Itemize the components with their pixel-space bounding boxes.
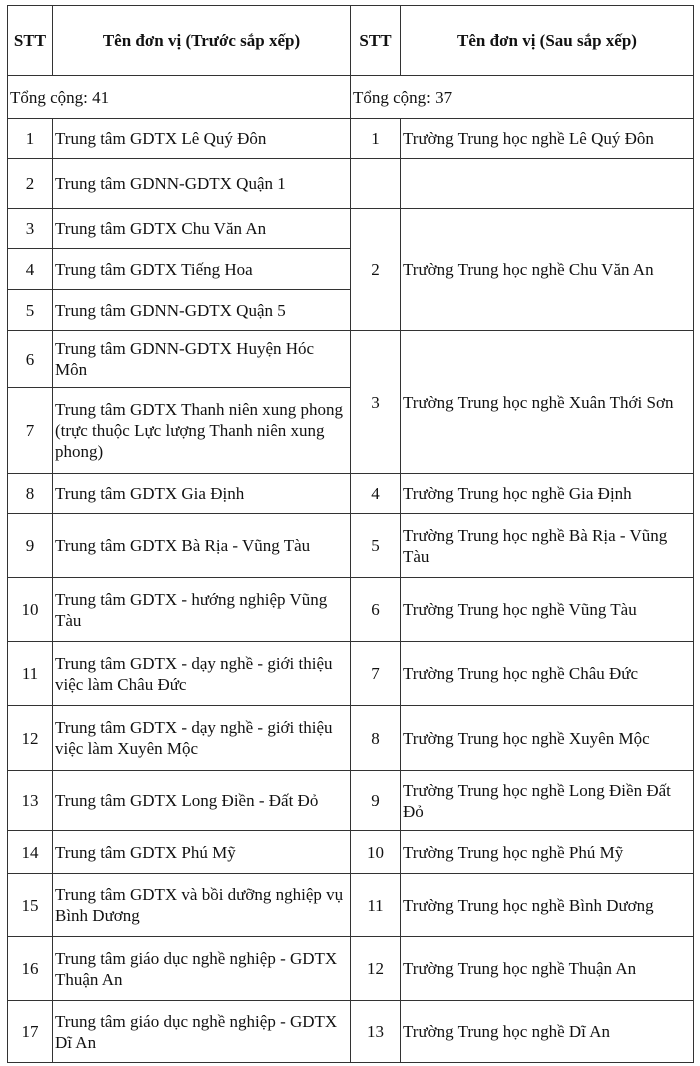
stt-after: 7 xyxy=(351,642,401,706)
stt-after: 5 xyxy=(351,514,401,578)
unit-name-before: Trung tâm GDNN-GDTX Huyện Hóc Môn xyxy=(53,331,351,388)
unit-name-before: Trung tâm GDTX - hướng nghiệp Vũng Tàu xyxy=(53,578,351,642)
table-row xyxy=(8,1001,694,1063)
unit-name-after: Trường Trung học nghề Bình Dương xyxy=(401,874,694,937)
header-stt-before: STT xyxy=(8,6,53,76)
unit-name-after: Trường Trung học nghề Long Điền Đất Đỏ xyxy=(401,771,694,831)
stt-before: 12 xyxy=(8,706,53,771)
stt-before: 2 xyxy=(8,159,53,209)
table-row xyxy=(8,937,694,1001)
table-row xyxy=(8,642,694,706)
stt-after: 13 xyxy=(351,1001,401,1063)
unit-name-after: Trường Trung học nghề Bà Rịa - Vũng Tàu xyxy=(401,514,694,578)
table-row xyxy=(8,874,694,937)
stt-before: 16 xyxy=(8,937,53,1001)
stt-after: 10 xyxy=(351,831,401,874)
unit-name-before: Trung tâm GDTX Chu Văn An xyxy=(53,209,351,249)
stt-before: 3 xyxy=(8,209,53,249)
stt-after: 6 xyxy=(351,578,401,642)
stt-before: 4 xyxy=(8,249,53,290)
stt-before: 14 xyxy=(8,831,53,874)
stt-before: 9 xyxy=(8,514,53,578)
table-row xyxy=(8,578,694,642)
stt-before: 17 xyxy=(8,1001,53,1063)
stt-before: 13 xyxy=(8,771,53,831)
header-stt-after: STT xyxy=(351,6,401,76)
unit-name-before: Trung tâm GDNN-GDTX Quận 1 xyxy=(53,159,351,209)
unit-name-after: Trường Trung học nghề Dĩ An xyxy=(401,1001,694,1063)
unit-name-after: Trường Trung học nghề Chu Văn An xyxy=(401,209,694,331)
total-after: Tổng cộng: 37 xyxy=(351,76,694,119)
table-row xyxy=(8,119,694,159)
unit-name-before: Trung tâm GDTX Lê Quý Đôn xyxy=(53,119,351,159)
unit-name-before: Trung tâm GDNN-GDTX Quận 5 xyxy=(53,290,351,331)
unit-name-after: Trường Trung học nghề Vũng Tàu xyxy=(401,578,694,642)
stt-after: 12 xyxy=(351,937,401,1001)
header-name-before: Tên đơn vị (Trước sắp xếp) xyxy=(53,6,351,76)
header-name-after: Tên đơn vị (Sau sắp xếp) xyxy=(401,6,694,76)
unit-name-before: Trung tâm GDTX Bà Rịa - Vũng Tàu xyxy=(53,514,351,578)
table-row xyxy=(8,706,694,771)
unit-name-after: Trường Trung học nghề Gia Định xyxy=(401,474,694,514)
table-row xyxy=(8,474,694,514)
stt-after: 4 xyxy=(351,474,401,514)
stt-after: 1 xyxy=(351,119,401,159)
stt-after: 8 xyxy=(351,706,401,771)
unit-name-before: Trung tâm GDTX Long Điền - Đất Đỏ xyxy=(53,771,351,831)
table-row xyxy=(8,514,694,578)
unit-name-before: Trung tâm GDTX Thanh niên xung phong (trực thuộc Lực lượng Thanh niên xung phong) xyxy=(53,388,351,474)
unit-name-after xyxy=(401,159,694,209)
header-row xyxy=(8,6,694,76)
stt-after: 3 xyxy=(351,331,401,474)
stt-after xyxy=(351,159,401,209)
unit-rearrangement-table xyxy=(7,5,694,1063)
stt-before: 11 xyxy=(8,642,53,706)
unit-name-after: Trường Trung học nghề Châu Đức xyxy=(401,642,694,706)
stt-after: 9 xyxy=(351,771,401,831)
unit-name-before: Trung tâm GDTX Phú Mỹ xyxy=(53,831,351,874)
stt-before: 6 xyxy=(8,331,53,388)
unit-name-after: Trường Trung học nghề Phú Mỹ xyxy=(401,831,694,874)
table-row xyxy=(8,831,694,874)
stt-after: 2 xyxy=(351,209,401,331)
unit-name-before: Trung tâm GDTX và bồi dưỡng nghiệp vụ Bình Dương xyxy=(53,874,351,937)
unit-name-after: Trường Trung học nghề Thuận An xyxy=(401,937,694,1001)
unit-name-before: Trung tâm GDTX Gia Định xyxy=(53,474,351,514)
stt-before: 5 xyxy=(8,290,53,331)
unit-name-after: Trường Trung học nghề Xuyên Mộc xyxy=(401,706,694,771)
table-row xyxy=(8,771,694,831)
table-row xyxy=(8,209,694,249)
unit-name-before: Trung tâm giáo dục nghề nghiệp - GDTX Dĩ An xyxy=(53,1001,351,1063)
table-row xyxy=(8,159,694,209)
unit-name-after: Trường Trung học nghề Xuân Thới Sơn xyxy=(401,331,694,474)
total-before: Tổng cộng: 41 xyxy=(8,76,351,119)
unit-name-before: Trung tâm giáo dục nghề nghiệp - GDTX Thuận An xyxy=(53,937,351,1001)
stt-before: 10 xyxy=(8,578,53,642)
stt-before: 8 xyxy=(8,474,53,514)
stt-before: 7 xyxy=(8,388,53,474)
stt-before: 1 xyxy=(8,119,53,159)
stt-before: 15 xyxy=(8,874,53,937)
stt-after: 11 xyxy=(351,874,401,937)
unit-name-before: Trung tâm GDTX - dạy nghề - giới thiệu việc làm Châu Đức xyxy=(53,642,351,706)
unit-name-before: Trung tâm GDTX - dạy nghề - giới thiệu việc làm Xuyên Mộc xyxy=(53,706,351,771)
unit-name-before: Trung tâm GDTX Tiếng Hoa xyxy=(53,249,351,290)
unit-name-after: Trường Trung học nghề Lê Quý Đôn xyxy=(401,119,694,159)
totals-row xyxy=(8,76,694,119)
table-row xyxy=(8,331,694,388)
